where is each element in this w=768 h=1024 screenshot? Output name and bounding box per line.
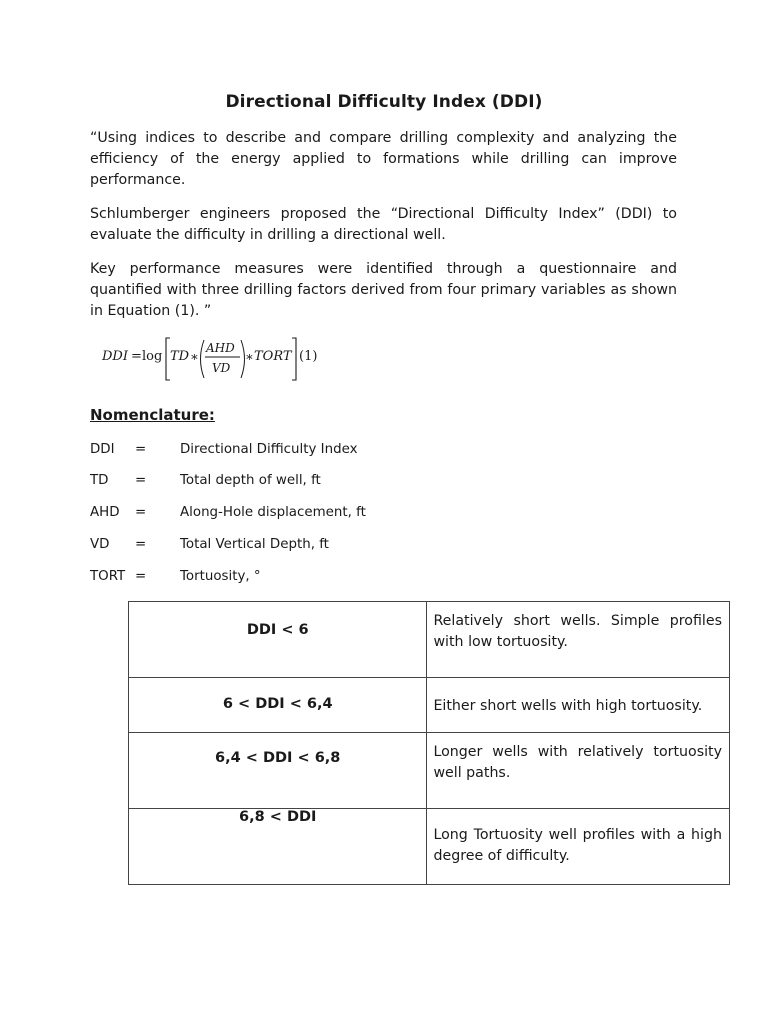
nomenclature-description: Total depth of well, ft (180, 473, 321, 488)
nomenclature-equals: = (135, 537, 147, 552)
equation-lhs: DDI (102, 349, 128, 364)
nomenclature-heading: Nomenclature: (90, 406, 215, 424)
equation-equals: = (131, 349, 142, 364)
ddi-range: DDI < 6 (246, 622, 309, 638)
ddi-range: 6 < DDI < 6,4 (222, 696, 333, 712)
nomenclature-symbol: DDI (90, 442, 115, 457)
nomenclature-item (90, 569, 590, 589)
nomenclature-equals: = (135, 505, 147, 520)
equation-tort: TORT (254, 349, 292, 364)
nomenclature-symbol: AHD (90, 505, 120, 520)
equation-numerator: AHD (206, 341, 235, 355)
ddi-range-cell (129, 809, 427, 885)
table-row (129, 733, 730, 809)
ddi-equation (100, 334, 340, 384)
ddi-range-cell (129, 678, 427, 733)
ddi-range-cell (129, 602, 427, 678)
nomenclature-equals: = (135, 442, 147, 457)
equation-mult1: ∗ (190, 350, 199, 365)
nomenclature-item (90, 505, 590, 525)
ddi-description-cell (427, 678, 730, 733)
nomenclature-equals: = (135, 569, 147, 584)
ddi-description: Longer wells with relatively tortuosity well paths. (433, 744, 722, 781)
intro-paragraph: “Using indices to describe and compare drilling complexity and analyzing the efficiency of the energy applied to formations while drilling can improve performance. (90, 130, 677, 188)
table-row (129, 809, 730, 885)
nomenclature-equals: = (135, 473, 147, 488)
nomenclature-description: Along-Hole displacement, ft (180, 505, 366, 520)
nomenclature-item (90, 473, 590, 493)
equation-mult2: ∗ (245, 350, 254, 365)
page-title: Directional Difficulty Index (DDI) (225, 92, 543, 112)
nomenclature-description: Tortuosity, ° (180, 569, 261, 584)
equation-denominator: VD (212, 361, 231, 375)
nomenclature-description: Directional Difficulty Index (180, 442, 358, 457)
ddi-range-cell (129, 733, 427, 809)
equation-label: (1) (299, 349, 318, 364)
table-row (129, 678, 730, 733)
table-row (129, 602, 730, 678)
ddi-description: Relatively short wells. Simple profiles with low tortuosity. (433, 613, 722, 650)
right-paren (241, 340, 245, 378)
ddi-description: Long Tortuosity well profiles with a high degree of difficulty. (433, 827, 722, 864)
nomenclature-symbol: TD (90, 473, 109, 488)
equation-td: TD (170, 349, 190, 364)
nomenclature-symbol: TORT (90, 569, 126, 584)
ddi-range: 6,8 < DDI (239, 809, 317, 825)
nomenclature-item (90, 442, 590, 462)
nomenclature-description: Total Vertical Depth, ft (180, 537, 329, 552)
nomenclature-symbol: VD (90, 537, 110, 552)
ddi-classification-table (128, 601, 730, 885)
nomenclature-item (90, 537, 590, 557)
ddi-description-cell (427, 809, 730, 885)
ddi-description-cell (427, 602, 730, 678)
ddi-description: Either short wells with high tortuosity. (433, 698, 703, 714)
left-paren (201, 340, 205, 378)
schlumberger-paragraph: Schlumberger engineers proposed the “Directional Difficulty Index” (DDI) to evaluate the difficulty in drilling a directional well. (90, 206, 677, 243)
equation-func: log (142, 349, 163, 364)
right-bracket (292, 338, 296, 380)
ddi-range: 6,4 < DDI < 6,8 (215, 750, 341, 766)
measures-paragraph: Key performance measures were identified through a questionnaire and quantified with three drilling factors derived from four primary variables as shown in Equation (1). ” (90, 261, 677, 319)
ddi-description-cell (427, 733, 730, 809)
